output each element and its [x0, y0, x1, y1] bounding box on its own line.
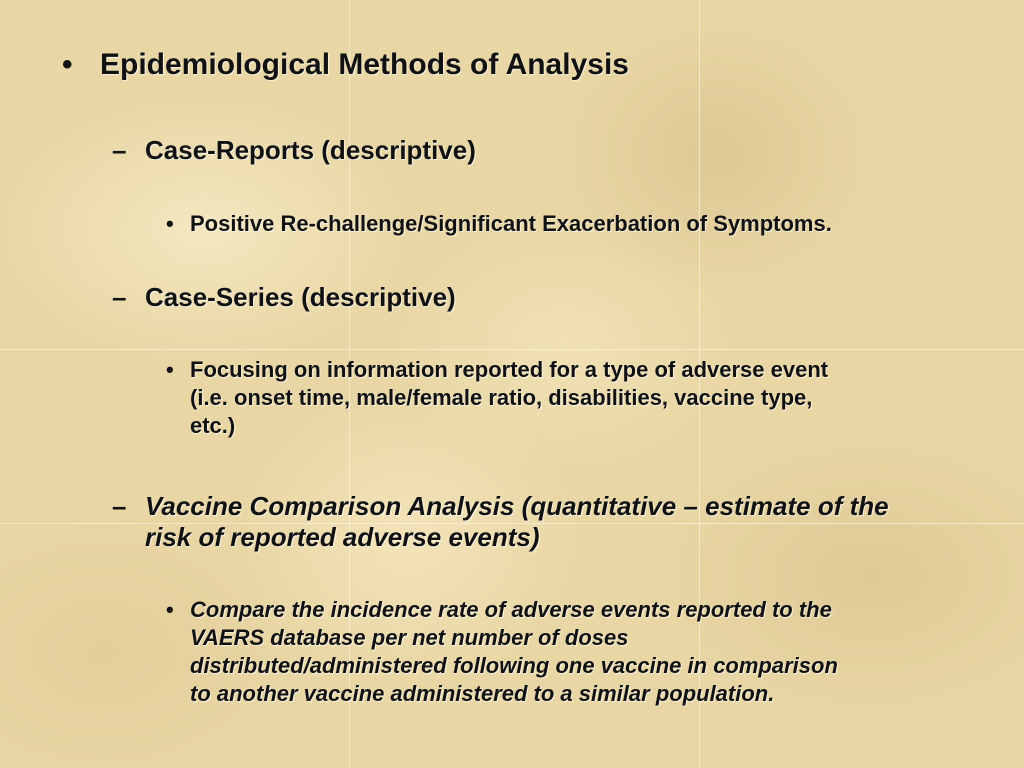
point-line: Positive Re-challenge/Significant Exacerbation of Symptoms.	[190, 211, 832, 236]
point-line: to another vaccine administered to a similar population.	[190, 681, 775, 706]
section-title-line: Vaccine Comparison Analysis (quantitative – estimate of the	[145, 491, 889, 521]
background-tile-seam	[0, 349, 1024, 350]
point-bullet: •	[166, 211, 174, 236]
point-bullet: •	[166, 597, 174, 622]
section-title-line: risk of reported adverse events)	[145, 522, 540, 552]
section-dash: –	[112, 491, 127, 521]
point-line: etc.)	[190, 413, 236, 438]
section-title: Case-Reports (descriptive)	[145, 135, 476, 165]
point-line: (i.e. onset time, male/female ratio, disabilities, vaccine type,	[190, 385, 813, 410]
point-line: Focusing on information reported for a type of adverse event	[190, 357, 829, 382]
heading-bullet: •	[62, 48, 73, 81]
slide-heading: Epidemiological Methods of Analysis	[100, 48, 629, 81]
section-dash: –	[112, 282, 127, 312]
point-line: distributed/administered following one vaccine in comparison	[190, 653, 838, 678]
section-dash: –	[112, 135, 127, 165]
point-line: VAERS database per net number of doses	[190, 625, 629, 650]
point-bullet: •	[166, 357, 174, 382]
point-line: Compare the incidence rate of adverse events reported to the	[190, 597, 832, 622]
section-title: Case-Series (descriptive)	[145, 282, 456, 312]
